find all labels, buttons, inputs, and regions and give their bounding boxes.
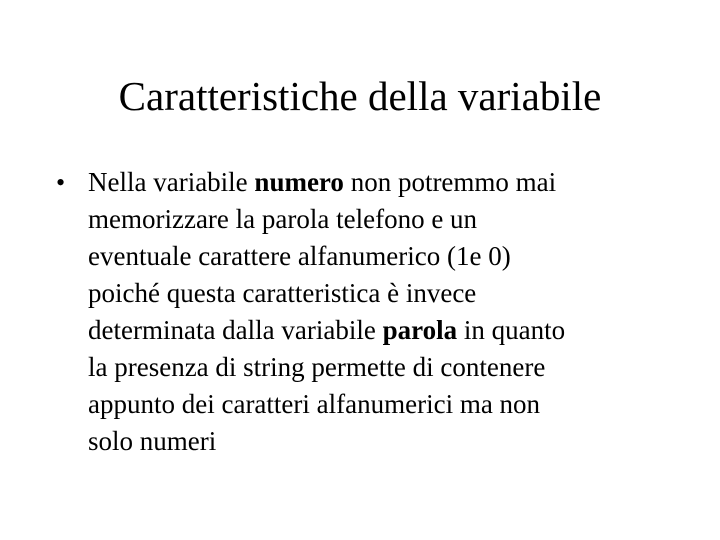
bullet-item <box>88 164 678 460</box>
bullet-line-5: determinata dalla variabile parola in quanto <box>88 315 566 345</box>
bullet-line-2: memorizzare la parola telefono e un <box>88 204 478 234</box>
bullet-line-4: poiché questa caratteristica è invece <box>88 278 477 308</box>
bullet-line-6: la presenza di string permette di contenere <box>88 352 546 382</box>
slide-title: Caratteristiche della variabile <box>118 73 602 119</box>
bullet-line-7: appunto dei caratteri alfanumerici ma non <box>88 389 541 419</box>
keyword-parola: parola <box>382 315 458 345</box>
bullet-marker: • <box>56 168 66 197</box>
bullet-line-3: eventuale carattere alfanumerico (1e 0) <box>88 241 511 271</box>
keyword-numero: numero <box>254 167 344 197</box>
bullet-line-8: solo numeri <box>88 426 217 456</box>
bullet-line-1: Nella variabile numero non potremmo mai <box>88 167 557 197</box>
